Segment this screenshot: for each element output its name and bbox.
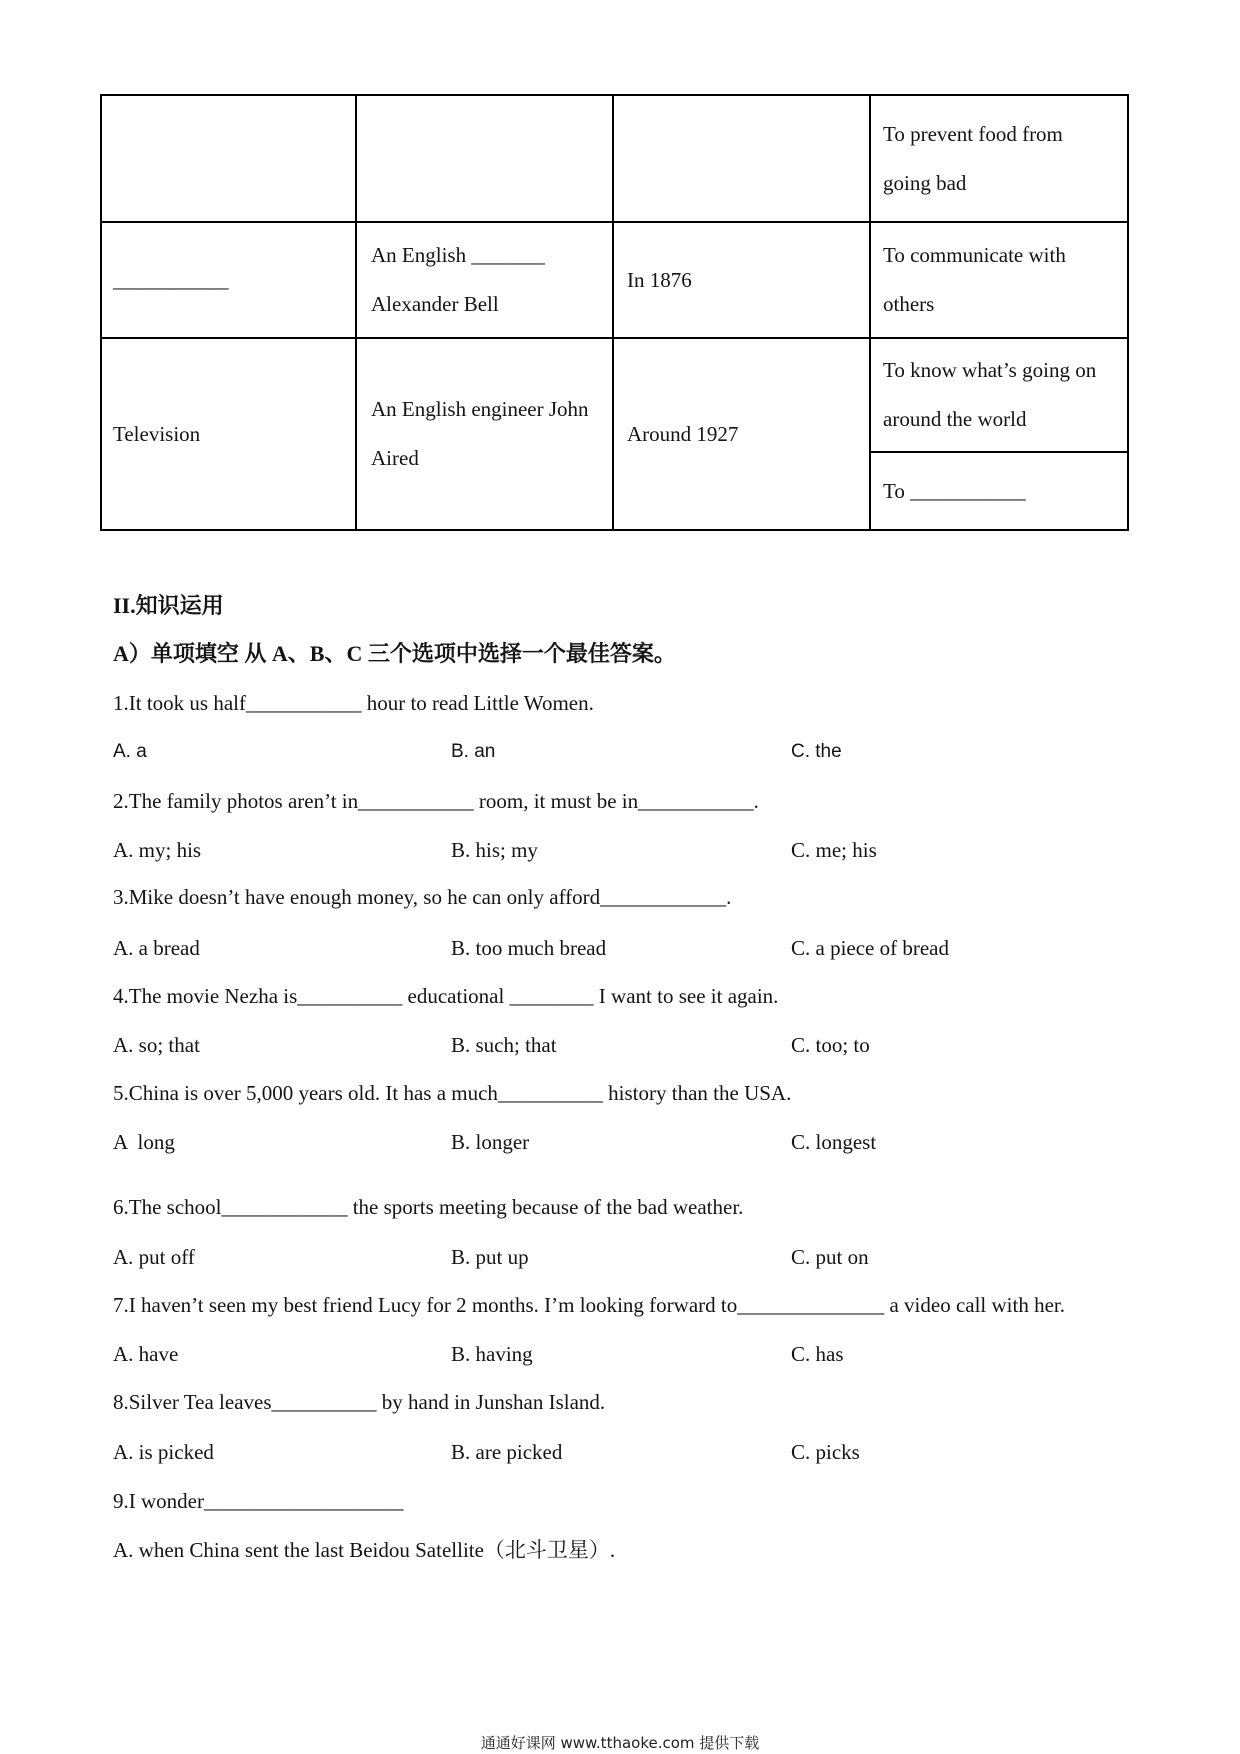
table-cell-time <box>614 339 869 529</box>
table-cell-item <box>102 339 355 529</box>
cell-line: ___________ <box>113 267 229 292</box>
table-cell-use <box>871 453 1127 529</box>
option-b: B. are picked <box>451 1440 563 1464</box>
table-cell-use <box>871 339 1127 451</box>
option-c: C. picks <box>791 1440 860 1464</box>
cell-line: going bad <box>883 170 967 195</box>
option-a: A. is picked <box>113 1440 214 1464</box>
cell-line: around the world <box>883 407 1027 431</box>
table-cell-empty <box>614 96 869 221</box>
cell-line: Around 1927 <box>627 421 739 446</box>
page-footer: 通通好课网 www.tthaoke.com 提供下载 <box>480 1734 760 1752</box>
option-c: C. too; to <box>791 1033 870 1057</box>
cell-line: An English engineer John <box>371 397 589 421</box>
cell-line: others <box>883 292 935 316</box>
table-cell-use <box>871 96 1127 221</box>
cell-line: To prevent food from <box>883 121 1063 146</box>
question-stem: 1.It took us half___________ hour to read Little Women. <box>113 691 594 715</box>
option-b: B. put up <box>451 1245 529 1269</box>
question-stem: 7.I haven’t seen my best friend Lucy for 2 months. I’m looking forward to______________ a video call with her. <box>113 1293 1065 1317</box>
cell-line: To communicate with <box>883 243 1066 267</box>
question-stem: 5.China is over 5,000 years old. It has a much__________ history than the USA. <box>113 1081 792 1105</box>
option-b: B. having <box>451 1342 533 1366</box>
option-c: C. longest <box>791 1130 877 1154</box>
table-cell-empty <box>102 96 355 221</box>
table-cell-empty <box>357 96 612 221</box>
question-stem: 6.The school____________ the sports meeting because of the bad weather. <box>113 1195 744 1219</box>
option-c: C. the <box>791 741 842 762</box>
cell-line: To ___________ <box>883 478 1026 503</box>
cell-line: Television <box>113 421 201 446</box>
question-stem: 2.The family photos aren’t in___________ room, it must be in___________. <box>113 789 759 813</box>
option-a: A. a <box>113 741 147 762</box>
option-c: C. put on <box>791 1245 869 1269</box>
cell-line: In 1876 <box>627 267 692 292</box>
cell-line: Alexander Bell <box>371 292 499 316</box>
cell-line: To know what’s going on <box>883 358 1097 382</box>
option-a: A. a bread <box>113 936 200 960</box>
table-cell-inventor <box>357 339 612 529</box>
option-b: B. such; that <box>451 1033 557 1057</box>
table-cell-inventor <box>357 223 612 337</box>
option-a: A. so; that <box>113 1033 200 1057</box>
option-c: C. me; his <box>791 838 877 862</box>
table-cell-item <box>102 223 355 337</box>
question-stem: 4.The movie Nezha is__________ educational ________ I want to see it again. <box>113 984 779 1008</box>
part-a-heading: A）单项填空 从 A、B、C 三个选项中选择一个最佳答案。 <box>113 641 676 666</box>
option-b: B. his; my <box>451 838 538 862</box>
option-a: A. put off <box>113 1245 195 1269</box>
option-b: B. too much bread <box>451 936 607 960</box>
option-c: C. has <box>791 1342 844 1366</box>
option-b: B. an <box>451 741 496 762</box>
table-cell-time <box>614 223 869 337</box>
option-a: A. my; his <box>113 838 202 862</box>
question-stem: 3.Mike doesn’t have enough money, so he can only afford____________. <box>113 885 732 909</box>
section-heading: II.知识运用 <box>113 593 224 618</box>
option-a: A long <box>113 1130 175 1154</box>
option-a: A. have <box>113 1342 179 1366</box>
cell-line: An English _______ <box>371 243 545 267</box>
cell-line: Aired <box>371 446 419 470</box>
option-b: B. longer <box>451 1130 530 1154</box>
option-c: C. a piece of bread <box>791 936 950 960</box>
question-stem: 8.Silver Tea leaves__________ by hand in Junshan Island. <box>113 1390 606 1414</box>
inventions-table <box>100 94 1129 531</box>
question-stem: 9.I wonder___________________ <box>113 1489 404 1513</box>
option-a: A. when China sent the last Beidou Satellite（北斗卫星）. <box>113 1538 616 1562</box>
table-cell-use <box>871 223 1127 337</box>
